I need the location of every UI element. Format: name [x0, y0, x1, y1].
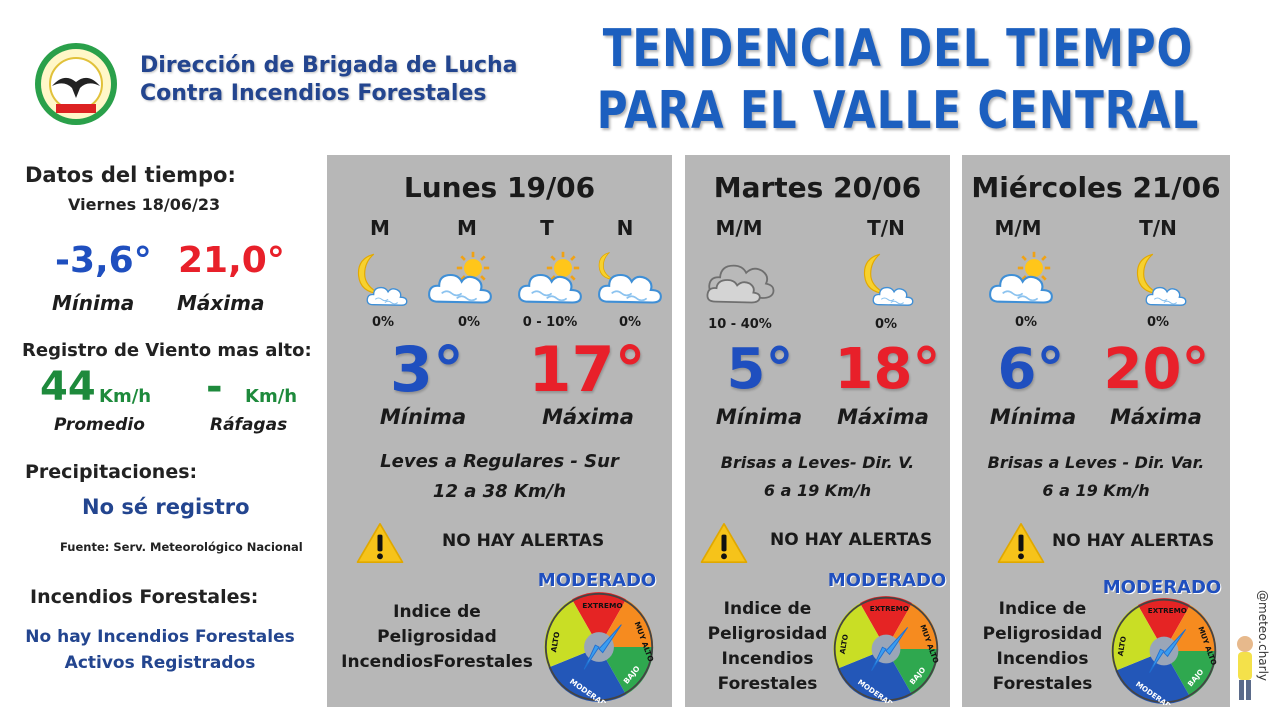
index-label-line-2: IncendiosForestales	[341, 652, 533, 672]
wind-speed-range: 6 a 19 Km/h	[763, 481, 872, 500]
rain-probability: 0%	[874, 317, 898, 332]
wind-description: Brisas a Leves - Dir. Var.	[987, 453, 1205, 472]
index-label-line-4: Forestales	[992, 674, 1093, 694]
moon-cloud-icon	[853, 250, 925, 310]
precipitation-title: Precipitaciones:	[25, 461, 198, 483]
min-temp-label: Mínima	[989, 405, 1077, 429]
cloudy-icon	[703, 250, 775, 310]
fire-danger-index-label	[970, 597, 1115, 697]
min-temp-label: Mínima	[715, 405, 803, 429]
fire-danger-index-label	[337, 600, 537, 675]
title-line-1: TENDENCIA DEL TIEMPO	[602, 19, 1194, 79]
rain-probability: 0%	[1146, 315, 1170, 330]
forecast-max-temp: 20°	[1103, 337, 1210, 402]
sun-cloud-icon	[515, 250, 587, 310]
wind-gust-value: -	[206, 364, 223, 410]
brigade-logo	[34, 42, 118, 126]
period-label: T/N	[1139, 216, 1177, 240]
wind-description: Leves a Regulares - Sur	[380, 451, 619, 472]
organization-line-2: Contra Incendios Forestales	[140, 81, 487, 106]
wind-forecast	[327, 447, 672, 507]
mascot-icon	[1234, 634, 1256, 704]
index-label-line-1: Indice de	[998, 599, 1087, 619]
warning-icon	[699, 521, 749, 565]
forest-fires-status	[20, 624, 300, 676]
period-label: T	[540, 216, 554, 240]
day-card-wednesday	[962, 155, 1230, 707]
day-card-monday	[327, 155, 672, 707]
day-card-tuesday	[685, 155, 950, 707]
day-date: Lunes 19/06	[403, 171, 596, 204]
rain-probability: 0%	[1014, 315, 1038, 330]
max-temp-label: Máxima	[542, 405, 634, 429]
wind-gust-label: Ráfagas	[210, 415, 288, 435]
period-label: M/M	[994, 216, 1042, 240]
wind-avg-unit: Km/h	[99, 386, 152, 407]
organization-name	[140, 52, 560, 108]
index-label-line-3: Incendios	[996, 649, 1089, 669]
period-label: N	[616, 216, 634, 240]
wind-forecast	[962, 449, 1230, 505]
forecast-min-temp: 5°	[726, 337, 794, 402]
moon-cloud-icon	[347, 250, 419, 310]
observed-max-value: 21,0°	[178, 240, 285, 281]
wind-forecast	[685, 449, 950, 505]
index-label-line-2: Peligrosidad	[982, 624, 1103, 644]
precipitation-value: No sé registro	[82, 495, 250, 519]
wind-avg-value: 44	[40, 364, 96, 410]
observed-min-value: -3,6°	[55, 240, 152, 281]
rain-probability: 0 - 10%	[522, 315, 578, 330]
wind-speed-range: 12 a 38 Km/h	[432, 481, 567, 502]
weather-data-date: Viernes 18/06/23	[68, 195, 221, 214]
period-label: T/N	[867, 216, 905, 240]
fire-danger-gauge	[543, 591, 655, 703]
forecast-max-temp: 18°	[834, 337, 941, 402]
day-date: Martes 20/06	[713, 171, 922, 204]
fire-danger-index-label	[695, 597, 840, 697]
wind-record-title: Registro de Viento mas alto:	[22, 340, 312, 361]
observed-min-label: Mínima	[52, 291, 135, 315]
danger-level: MODERADO	[1102, 577, 1222, 598]
danger-level: MODERADO	[537, 570, 657, 591]
rain-probability: 10 - 40%	[708, 317, 772, 332]
moon-cloud-icon	[1126, 250, 1198, 310]
alert-status: NO HAY ALERTAS	[770, 530, 933, 550]
warning-icon	[996, 521, 1046, 565]
alert-status: NO HAY ALERTAS	[1052, 531, 1215, 551]
min-temp-label: Mínima	[379, 405, 467, 429]
moon-cloud-icon	[594, 250, 666, 310]
index-label-line-1: Indice de	[723, 599, 812, 619]
page-title	[583, 18, 1213, 142]
warning-icon	[355, 521, 405, 565]
credit-text: @meteo.charly	[1256, 590, 1270, 682]
fire-danger-gauge	[832, 595, 940, 703]
title-line-2: PARA EL VALLE CENTRAL	[596, 81, 1200, 141]
wind-description: Brisas a Leves- Dir. V.	[720, 453, 915, 472]
danger-level: MODERADO	[827, 570, 947, 591]
max-temp-label: Máxima	[837, 405, 929, 429]
index-label-line-2: Peligrosidad	[707, 624, 828, 644]
max-temp-label: Máxima	[1110, 405, 1202, 429]
credit-handle	[1254, 590, 1274, 710]
period-label: M/M	[715, 216, 763, 240]
sun-cloud-icon	[986, 250, 1058, 310]
period-label: M	[457, 216, 477, 240]
wind-avg-label: Promedio	[54, 415, 145, 435]
fire-danger-gauge	[1110, 597, 1218, 705]
rain-probability: 0%	[371, 315, 395, 330]
forecast-max-temp: 17°	[528, 333, 646, 406]
forest-fires-title: Incendios Forestales:	[30, 586, 259, 608]
day-date: Miércoles 21/06	[971, 171, 1221, 204]
rain-probability: 0%	[618, 315, 642, 330]
organization-line-1: Dirección de Brigada de Lucha	[140, 53, 518, 78]
rain-probability: 0%	[457, 315, 481, 330]
observed-max-label: Máxima	[177, 291, 265, 315]
index-label-line-4: Forestales	[717, 674, 818, 694]
index-label-line-1: Indice de Peligrosidad	[377, 602, 497, 647]
weather-data-title: Datos del tiempo:	[25, 163, 236, 187]
forest-fires-line-2: Activos Registrados	[64, 653, 256, 673]
period-label: M	[370, 216, 390, 240]
index-label-line-3: Incendios	[721, 649, 814, 669]
forecast-min-temp: 3°	[389, 333, 465, 406]
sun-cloud-icon	[425, 250, 497, 310]
data-source: Fuente: Serv. Meteorológico Nacional	[60, 540, 303, 554]
wind-gust-unit: Km/h	[245, 386, 298, 407]
forecast-min-temp: 6°	[997, 337, 1065, 402]
alert-status: NO HAY ALERTAS	[442, 531, 605, 551]
wind-speed-range: 6 a 19 Km/h	[1042, 481, 1150, 500]
forest-fires-line-1: No hay Incendios Forestales	[25, 627, 295, 647]
